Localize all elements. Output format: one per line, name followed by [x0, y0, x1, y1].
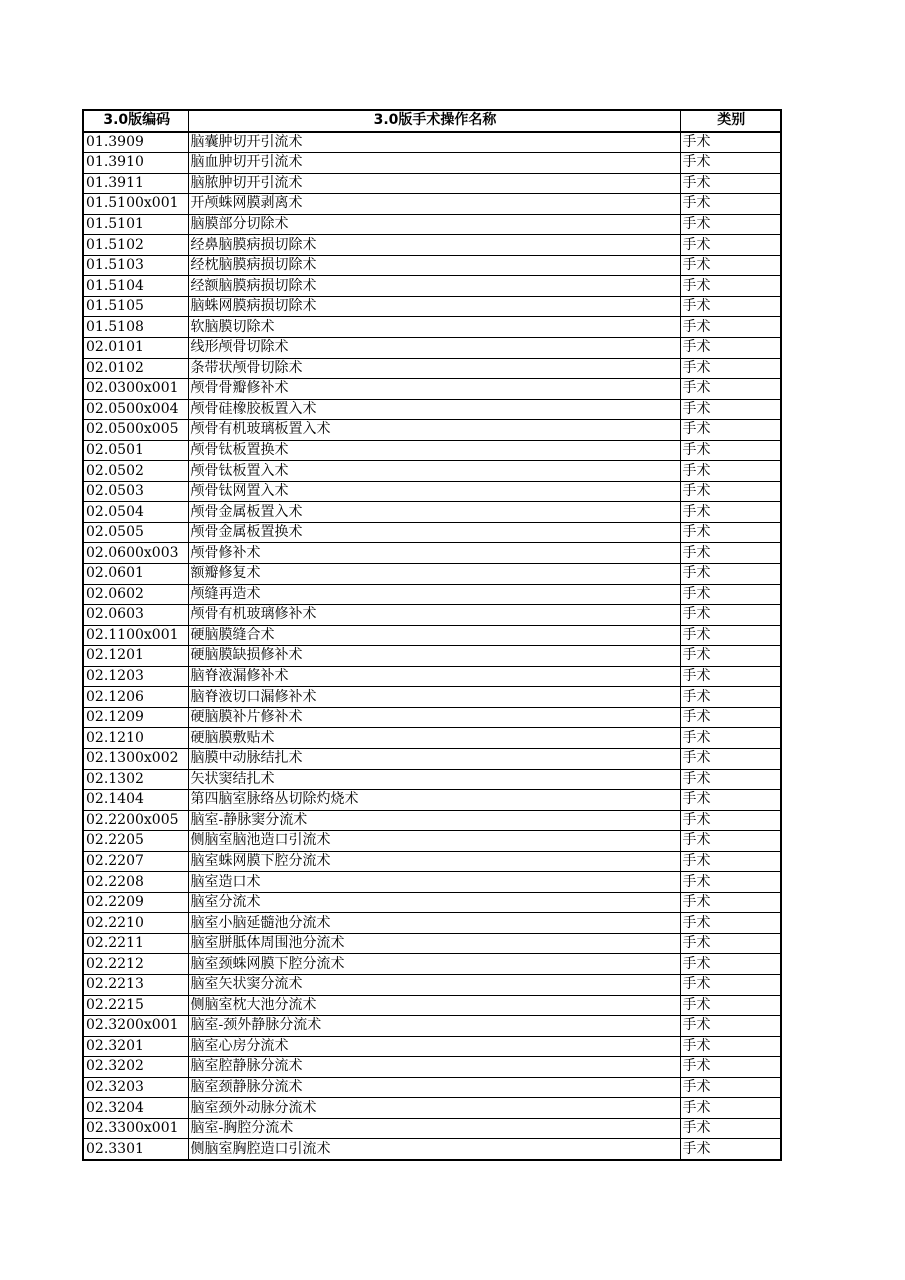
table-row	[83, 790, 781, 811]
row-code: 01.3910	[83, 153, 188, 174]
row-procedure-name: 侧脑室胸腔造口引流术	[188, 1139, 680, 1160]
table-row	[83, 913, 781, 934]
table-row	[83, 481, 781, 502]
row-code: 01.5108	[83, 317, 188, 338]
row-code: 02.0501	[83, 440, 188, 461]
row-category: 手术	[680, 605, 781, 626]
row-category: 手术	[680, 235, 781, 256]
table-row	[83, 235, 781, 256]
row-procedure-name: 颅骨钛网置入术	[188, 481, 680, 502]
row-category: 手术	[680, 954, 781, 975]
table-row	[83, 440, 781, 461]
table-row	[83, 461, 781, 482]
table-row	[83, 666, 781, 687]
row-code: 02.1203	[83, 666, 188, 687]
table-row	[83, 892, 781, 913]
row-code: 02.0601	[83, 564, 188, 585]
table-row	[83, 707, 781, 728]
table-row	[83, 564, 781, 585]
row-procedure-name: 脑室胼胝体周围池分流术	[188, 933, 680, 954]
table-row	[83, 872, 781, 893]
table-row	[83, 769, 781, 790]
row-category: 手术	[680, 933, 781, 954]
row-code: 01.5101	[83, 214, 188, 235]
row-procedure-name: 脑室-颈外静脉分流术	[188, 1016, 680, 1037]
row-procedure-name: 脑脊液切口漏修补术	[188, 687, 680, 708]
table-row	[83, 851, 781, 872]
row-code: 02.0502	[83, 461, 188, 482]
row-procedure-name: 颅缝再造术	[188, 584, 680, 605]
row-code: 02.0504	[83, 502, 188, 523]
row-procedure-name: 硬脑膜敷贴术	[188, 728, 680, 749]
table-row	[83, 625, 781, 646]
row-category: 手术	[680, 1098, 781, 1119]
table-row	[83, 1016, 781, 1037]
table-row	[83, 995, 781, 1016]
row-code: 02.3201	[83, 1036, 188, 1057]
row-category: 手术	[680, 790, 781, 811]
row-procedure-name: 第四脑室脉络丛切除灼烧术	[188, 790, 680, 811]
table-row	[83, 1139, 781, 1160]
table-row	[83, 379, 781, 400]
row-code: 02.0503	[83, 481, 188, 502]
row-procedure-name: 硬脑膜缺损修补术	[188, 646, 680, 667]
row-code: 02.2210	[83, 913, 188, 934]
table-row	[83, 132, 781, 153]
row-code: 02.0600x003	[83, 543, 188, 564]
table-row	[83, 584, 781, 605]
header-category: 类别	[680, 110, 781, 132]
header-row	[83, 110, 781, 132]
table-row	[83, 954, 781, 975]
row-code: 01.3911	[83, 173, 188, 194]
row-code: 02.2205	[83, 831, 188, 852]
row-category: 手术	[680, 974, 781, 995]
row-procedure-name: 颅骨修补术	[188, 543, 680, 564]
row-code: 02.2209	[83, 892, 188, 913]
row-procedure-name: 经鼻脑膜病损切除术	[188, 235, 680, 256]
row-procedure-name: 颅骨硅橡胶板置入术	[188, 399, 680, 420]
table-row	[83, 1057, 781, 1078]
row-category: 手术	[680, 728, 781, 749]
table-row	[83, 255, 781, 276]
row-procedure-name: 颅骨金属板置换术	[188, 522, 680, 543]
row-category: 手术	[680, 748, 781, 769]
table-row	[83, 646, 781, 667]
row-code: 02.3300x001	[83, 1118, 188, 1139]
row-code: 02.3200x001	[83, 1016, 188, 1037]
row-code: 02.1404	[83, 790, 188, 811]
table-row	[83, 420, 781, 441]
row-procedure-name: 硬脑膜补片修补术	[188, 707, 680, 728]
table-row	[83, 1036, 781, 1057]
row-procedure-name: 脑室-静脉窦分流术	[188, 810, 680, 831]
row-procedure-name: 条带状颅骨切除术	[188, 358, 680, 379]
row-procedure-name: 脑室小脑延髓池分流术	[188, 913, 680, 934]
row-category: 手术	[680, 892, 781, 913]
row-category: 手术	[680, 851, 781, 872]
row-category: 手术	[680, 1016, 781, 1037]
row-category: 手术	[680, 769, 781, 790]
row-procedure-name: 脑室-胸腔分流术	[188, 1118, 680, 1139]
table-row	[83, 399, 781, 420]
row-code: 02.3204	[83, 1098, 188, 1119]
row-procedure-name: 颅骨有机玻璃修补术	[188, 605, 680, 626]
row-category: 手术	[680, 995, 781, 1016]
table-header	[83, 110, 781, 132]
row-code: 02.0300x001	[83, 379, 188, 400]
row-code: 02.2200x005	[83, 810, 188, 831]
row-category: 手术	[680, 687, 781, 708]
row-category: 手术	[680, 399, 781, 420]
table-row	[83, 338, 781, 359]
row-procedure-name: 脑脊液漏修补术	[188, 666, 680, 687]
row-procedure-name: 颅骨金属板置入术	[188, 502, 680, 523]
row-procedure-name: 侧脑室枕大池分流术	[188, 995, 680, 1016]
row-category: 手术	[680, 1118, 781, 1139]
row-procedure-name: 硬脑膜缝合术	[188, 625, 680, 646]
row-code: 02.0101	[83, 338, 188, 359]
row-procedure-name: 脑室颈蛛网膜下腔分流术	[188, 954, 680, 975]
row-category: 手术	[680, 1057, 781, 1078]
table-row	[83, 522, 781, 543]
row-category: 手术	[680, 440, 781, 461]
row-code: 02.2212	[83, 954, 188, 975]
row-category: 手术	[680, 132, 781, 153]
row-code: 02.0102	[83, 358, 188, 379]
row-code: 02.3203	[83, 1077, 188, 1098]
row-category: 手术	[680, 666, 781, 687]
row-category: 手术	[680, 543, 781, 564]
row-code: 02.2211	[83, 933, 188, 954]
row-code: 01.5104	[83, 276, 188, 297]
row-code: 02.2208	[83, 872, 188, 893]
row-code: 02.1206	[83, 687, 188, 708]
header-procedure-name: 3.0版手术操作名称	[188, 110, 680, 132]
row-procedure-name: 脑膜部分切除术	[188, 214, 680, 235]
row-category: 手术	[680, 296, 781, 317]
row-category: 手术	[680, 214, 781, 235]
table-row	[83, 605, 781, 626]
table-row	[83, 296, 781, 317]
row-procedure-name: 颅骨钛板置换术	[188, 440, 680, 461]
row-category: 手术	[680, 1036, 781, 1057]
table-row	[83, 810, 781, 831]
row-procedure-name: 脑室蛛网膜下腔分流术	[188, 851, 680, 872]
row-code: 02.2207	[83, 851, 188, 872]
row-category: 手术	[680, 276, 781, 297]
row-category: 手术	[680, 707, 781, 728]
row-procedure-name: 脑脓肿切开引流术	[188, 173, 680, 194]
row-code: 02.1201	[83, 646, 188, 667]
row-category: 手术	[680, 358, 781, 379]
row-category: 手术	[680, 913, 781, 934]
row-procedure-name: 矢状窦结扎术	[188, 769, 680, 790]
row-category: 手术	[680, 872, 781, 893]
row-code: 02.0602	[83, 584, 188, 605]
row-category: 手术	[680, 379, 781, 400]
table-row	[83, 276, 781, 297]
table-row	[83, 1118, 781, 1139]
table-row	[83, 543, 781, 564]
row-code: 02.0603	[83, 605, 188, 626]
table-row	[83, 153, 781, 174]
procedure-code-table	[82, 109, 782, 1161]
row-procedure-name: 侧脑室脑池造口引流术	[188, 831, 680, 852]
row-code: 02.1302	[83, 769, 188, 790]
row-category: 手术	[680, 1139, 781, 1160]
row-code: 02.0500x005	[83, 420, 188, 441]
table-row	[83, 214, 781, 235]
table-row	[83, 831, 781, 852]
row-procedure-name: 脑膜中动脉结扎术	[188, 748, 680, 769]
table-row	[83, 687, 781, 708]
row-category: 手术	[680, 502, 781, 523]
row-category: 手术	[680, 461, 781, 482]
row-procedure-name: 脑囊肿切开引流术	[188, 132, 680, 153]
row-code: 02.3301	[83, 1139, 188, 1160]
row-code: 02.1100x001	[83, 625, 188, 646]
table-row	[83, 748, 781, 769]
row-procedure-name: 线形颅骨切除术	[188, 338, 680, 359]
row-code: 01.5103	[83, 255, 188, 276]
row-procedure-name: 脑室腔静脉分流术	[188, 1057, 680, 1078]
row-category: 手术	[680, 317, 781, 338]
row-category: 手术	[680, 481, 781, 502]
row-code: 01.5102	[83, 235, 188, 256]
row-code: 02.2215	[83, 995, 188, 1016]
row-code: 02.3202	[83, 1057, 188, 1078]
row-category: 手术	[680, 584, 781, 605]
row-code: 01.5100x001	[83, 194, 188, 215]
header-code: 3.0版编码	[83, 110, 188, 132]
row-category: 手术	[680, 173, 781, 194]
table-row	[83, 194, 781, 215]
row-procedure-name: 脑室分流术	[188, 892, 680, 913]
row-code: 01.5105	[83, 296, 188, 317]
row-procedure-name: 脑室心房分流术	[188, 1036, 680, 1057]
table-row	[83, 358, 781, 379]
row-category: 手术	[680, 338, 781, 359]
table-row	[83, 933, 781, 954]
row-code: 02.1209	[83, 707, 188, 728]
row-procedure-name: 颅骨有机玻璃板置入术	[188, 420, 680, 441]
row-procedure-name: 颅骨骨瓣修补术	[188, 379, 680, 400]
row-category: 手术	[680, 1077, 781, 1098]
row-category: 手术	[680, 522, 781, 543]
row-procedure-name: 脑蛛网膜病损切除术	[188, 296, 680, 317]
row-procedure-name: 经额脑膜病损切除术	[188, 276, 680, 297]
row-code: 01.3909	[83, 132, 188, 153]
table-row	[83, 317, 781, 338]
table-row	[83, 502, 781, 523]
table-row	[83, 1077, 781, 1098]
row-code: 02.2213	[83, 974, 188, 995]
row-procedure-name: 开颅蛛网膜剥离术	[188, 194, 680, 215]
row-category: 手术	[680, 255, 781, 276]
row-procedure-name: 软脑膜切除术	[188, 317, 680, 338]
row-category: 手术	[680, 153, 781, 174]
row-category: 手术	[680, 646, 781, 667]
row-code: 02.1210	[83, 728, 188, 749]
row-category: 手术	[680, 420, 781, 441]
row-procedure-name: 额瓣修复术	[188, 564, 680, 585]
row-procedure-name: 经枕脑膜病损切除术	[188, 255, 680, 276]
row-category: 手术	[680, 194, 781, 215]
row-procedure-name: 脑室造口术	[188, 872, 680, 893]
row-code: 02.1300x002	[83, 748, 188, 769]
table-row	[83, 1098, 781, 1119]
row-procedure-name: 脑血肿切开引流术	[188, 153, 680, 174]
table-row	[83, 974, 781, 995]
row-category: 手术	[680, 831, 781, 852]
row-procedure-name: 脑室颈外动脉分流术	[188, 1098, 680, 1119]
row-code: 02.0500x004	[83, 399, 188, 420]
row-category: 手术	[680, 564, 781, 585]
table-body	[83, 132, 781, 1160]
row-category: 手术	[680, 625, 781, 646]
row-procedure-name: 脑室颈静脉分流术	[188, 1077, 680, 1098]
table-row	[83, 728, 781, 749]
table-row	[83, 173, 781, 194]
row-code: 02.0505	[83, 522, 188, 543]
row-procedure-name: 颅骨钛板置入术	[188, 461, 680, 482]
row-procedure-name: 脑室矢状窦分流术	[188, 974, 680, 995]
row-category: 手术	[680, 810, 781, 831]
